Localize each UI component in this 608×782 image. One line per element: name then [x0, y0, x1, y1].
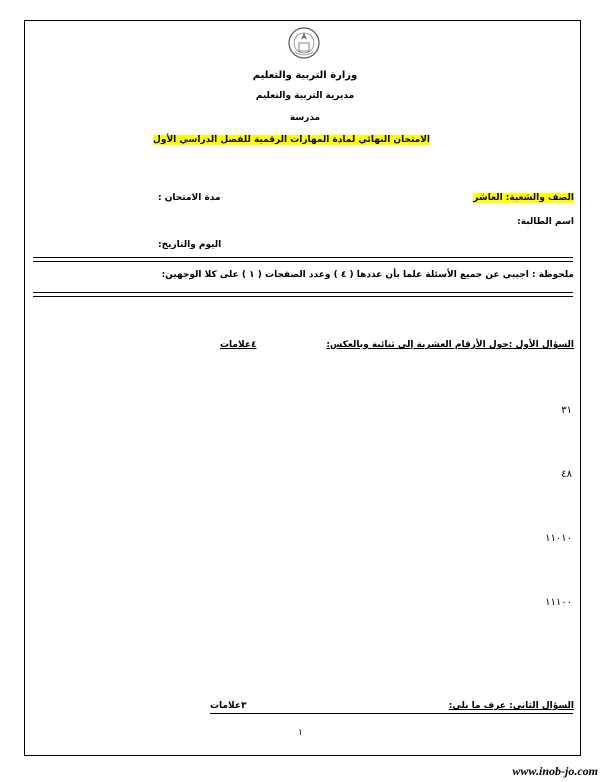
exam-title: الامتحان النهائي لمادة المهارات الرقمية للفصل الدراسي الأول: [153, 135, 430, 145]
day-date-label: اليوم والتاريخ:: [158, 240, 222, 250]
page-border: [24, 20, 581, 756]
header-school: مدرسة: [289, 113, 321, 123]
question1-item: ٤٨: [561, 469, 572, 480]
exam-duration: مدة الامتحان :: [158, 193, 221, 203]
ministry-emblem-icon: [287, 26, 321, 60]
question2-marks: ٣علامات: [210, 701, 247, 711]
header-ministry: وزارة التربية والتعليم: [252, 70, 358, 81]
divider-bottom-2: [33, 296, 573, 297]
watermark-url[interactable]: www.inob-jo.com: [512, 764, 598, 778]
question1-title: السؤال الأول :حول الأرقام العشرية إلى ثنائية وبالعكس:: [326, 340, 574, 350]
divider-top-2: [33, 261, 573, 262]
divider-top-1: [33, 257, 573, 258]
exam-title-wrap: [153, 135, 430, 145]
class-section: الصف والشعبة: العاشر: [473, 193, 574, 203]
page-number: ١: [298, 728, 303, 738]
question1-item: ٣١: [561, 405, 572, 416]
question1-item: ١١١٠٠: [545, 597, 572, 608]
question1-item: ١١٠١٠: [545, 533, 572, 544]
divider-bottom-1: [33, 292, 573, 293]
question1-marks: ٤علامات: [220, 340, 257, 350]
question2-underline: [210, 713, 573, 714]
header-directorate: مديرية التربية والتعليم: [255, 91, 355, 101]
exam-note: ملحوظة : اجيبي عن جميع الأسئلة علما بأن عددها ( ٤ ) وعدد الصفحات ( ١ ) على كلا الوجهين:: [161, 270, 574, 280]
question2-title: السؤال الثاني: عرف ما يلي:: [448, 701, 574, 711]
student-name-label: اسم الطالبة:: [517, 217, 574, 227]
class-section-wrap: [473, 193, 574, 203]
